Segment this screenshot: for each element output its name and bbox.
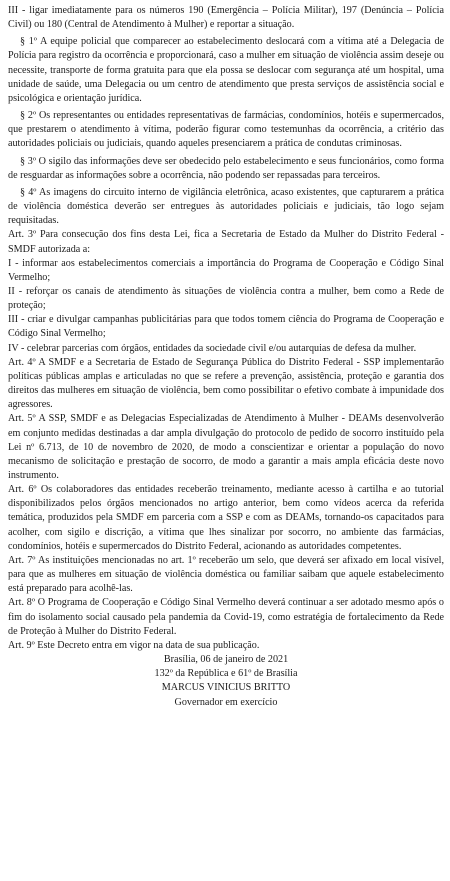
paragraph-art-6: Art. 6º Os colaboradores das entidades receberão treinamento, mediante acesso à cartilha e ao tutorial disponibilizados pelos órgãos mencionados no artigo anterior, bem como vídeos acerca da referida temática, produzidos pela SMDF em parceria com a SSP e com as DEAMs, tornando-os capacitados para acolher, com sigilo e discrição, a vítima que lhes sinalizar por socorro, no ambiente das farmácias, condomínios, hotéis e supermercados do Distrito Federal, acionando as autoridades competentes. bbox=[8, 484, 444, 552]
paragraph-section-1: § 1º A equipe policial que comparecer ao estabelecimento deslocará com a vítima até a Delegacia de Polícia para registro da ocorrência e proporcionará, caso a mulher em situação de violência assim deseje ou necessite, transporte de forma gratuita para que ela possa se deslocar com segurança até um hospital, uma unidade de saúde, uma Delegacia ou um centro de atendimento que presta serviços de assistência social e psicológica e orientação jurídica. bbox=[8, 36, 444, 104]
paragraph-item-iii: III - ligar imediatamente para os números 190 (Emergência – Polícia Militar), 197 (Denúncia – Polícia Civil) ou 180 (Central de Atendimento à Mulher) e reportar a situação. bbox=[8, 5, 444, 31]
signature-place-date: Brasília, 06 de janeiro de 2021 bbox=[163, 654, 289, 666]
paragraph-section-3: § 3º O sigilo das informações deve ser obedecido pelo estabelecimento e seus funcionários, como forma de resguardar as informações sobre a ocorrência, não podendo ser repassadas para terceiros. bbox=[8, 155, 444, 181]
paragraph-art-3-item-i: I - informar aos estabelecimentos comerciais a importância do Programa de Cooperação e Código Sinal Vermelho; bbox=[8, 257, 444, 283]
paragraph-section-4: § 4º As imagens do circuito interno de vigilância eletrônica, acaso existentes, que capturarem a prática de violência doméstica deverão ser entregues às autoridades policiais e judiciais, tão logo sejam requisitadas. bbox=[8, 186, 444, 227]
paragraph-art-3-item-iii: III - criar e divulgar campanhas publicitárias para que todos tomem ciência do Programa de Cooperação e Código Sinal Vermelho; bbox=[8, 314, 444, 340]
signature-role: Governador em exercício bbox=[174, 696, 278, 708]
paragraph-art-9: Art. 9º Este Decreto entra em vigor na data de sua publicação. bbox=[8, 639, 260, 651]
signature-block bbox=[8, 653, 444, 710]
paragraph-art-7: Art. 7º As instituições mencionadas no art. 1º receberão um selo, que deverá ser afixado em local visível, para que as mulheres em situação de violência doméstica ou familiar saibam que aquele estabelecimento está preparado para acolhê-las. bbox=[8, 554, 444, 595]
paragraph-section-2: § 2º Os representantes ou entidades representativas de farmácias, condomínios, hotéis e supermercados, que prestarem o atendimento à vítima, poderão figurar como testemunhas da ocorrência, a critério das autoridades policiais ou judiciais, quando aqueles presenciarem a prática de condutas criminosas. bbox=[8, 110, 444, 150]
paragraph-art-3-item-iv: IV - celebrar parcerias com órgãos, entidades da sociedade civil e/ou autarquias de defesa da mulher. bbox=[8, 342, 417, 354]
paragraph-art-8: Art. 8º O Programa de Cooperação e Código Sinal Vermelho deverá continuar a ser adotado mesmo após o fim do isolamento social causado pela pandemia da Covid-19, como estratégia de fortalecimento da Rede de Proteção à Mulher do Distrito Federal. bbox=[8, 597, 444, 637]
paragraph-art-3-item-ii: II - reforçar os canais de atendimento às situações de violência contra a mulher, bem como a Rede de proteção; bbox=[8, 285, 444, 312]
signature-years: 132º da República e 61º de Brasília bbox=[154, 668, 298, 680]
signature-name: MARCUS VINICIUS BRITTO bbox=[161, 682, 291, 694]
paragraph-art-4: Art. 4º A SMDF e a Secretaria de Estado de Segurança Pública do Distrito Federal - SSP implementarão políticas públicas amplas e articuladas no que se refere a prevenção, assistência, proteção e garantia dos direitos das mulheres em situação de violência, bem como possibilitar o efetivo combate à impunidade dos agressores. bbox=[8, 356, 444, 411]
paragraph-art-3: Art. 3º Para consecução dos fins desta Lei, fica a Secretaria de Estado da Mulher do Distrito Federal - SMDF autorizada a: bbox=[8, 229, 444, 255]
paragraph-art-5: Art. 5º A SSP, SMDF e as Delegacias Especializadas de Atendimento à Mulher - DEAMs desenvolverão em conjunto medidas destinadas a dar ampla divulgação do protocolo de pedido de socorro instituído pela Lei nº 6.713, de 10 de novembro de 2020, de modo a conscientizar e orientar a população do novo mecanismo de solicitação e prestação de socorro, de modo a garantir a mais ampla eficácia deste novo instrumento. bbox=[8, 413, 444, 481]
